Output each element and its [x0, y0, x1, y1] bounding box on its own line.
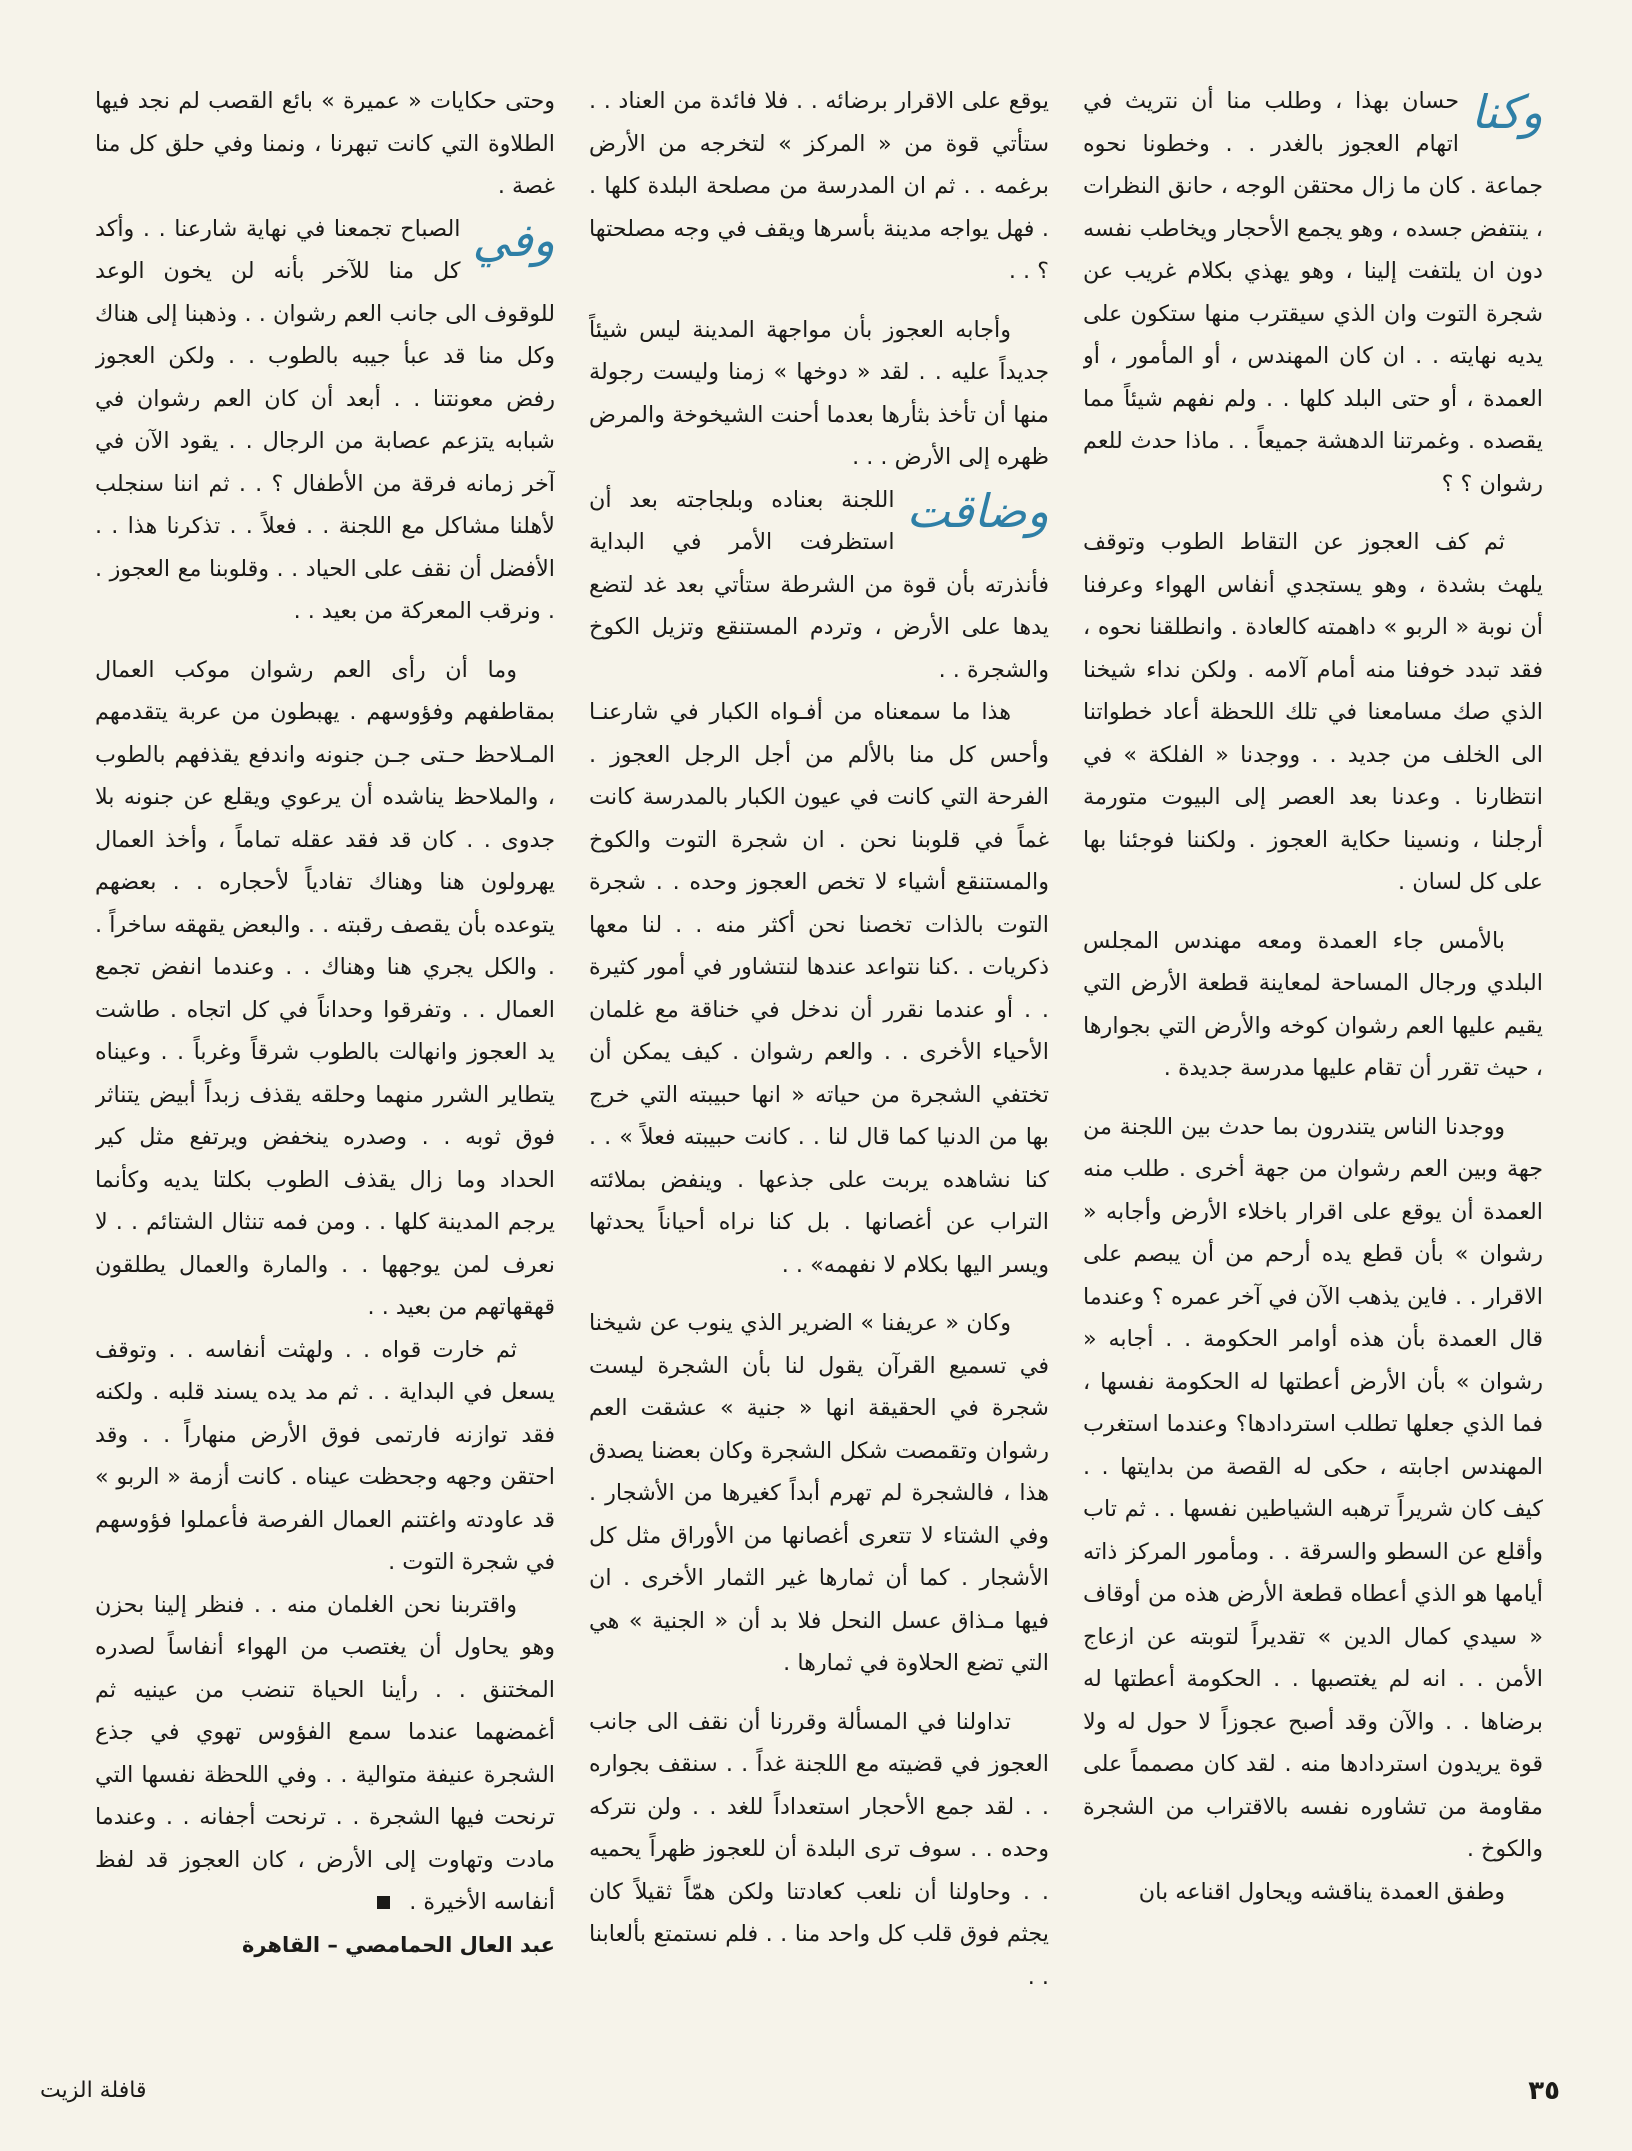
paragraph: وحتى حكايات « عميرة » بائع القصب لم نجد فيها الطلاوة التي كانت تبهرنا ، ونمنا وفي حلق كل منا غصة . — [95, 88, 555, 199]
paragraph: حسان بهذا ، وطلب منا أن نتريث في اتهام العجوز بالغدر . . وخطونا نحوه جماعة . كان ما زال محتقن الوجه ، حانق النظرات ، ينتفض جسده ، وهو يجمع الأحجار ويخاطب نفسه دون ان يلتفت إلينا ، وهو يهذي بكلام غريب عن شجرة التوت وان الذي سيقترب منها ستكون على يديه نهايته . . ان كان المهندس ، أو المأمور ، أو العمدة ، أو حتى البلد كلها . . ولم نفهم شيئاً مما يقصده . وغمرتنا الدهشة جميعاً . . ماذا حدث للعم رشوان ؟ ؟ — [1083, 88, 1543, 497]
paragraph: يوقع على الاقرار برضائه . . فلا فائدة من العناد . . ستأتي قوة من « المركز » لتخرجه من الأرض برغمه . . ثم ان المدرسة من مصلحة البلدة كلها . . فهل يواجه مدينة بأسرها ويقف في وجه مصلحتها ؟ . . — [589, 88, 1049, 284]
article-columns — [95, 80, 1543, 2045]
paragraph: واقتربنا نحن الغلمان منه . . فنظر إلينا بحزن وهو يحاول أن يغتصب من الهواء أنفاساً لصدره المختنق . . رأينا الحياة تنضب من عينيه ثم أغمضهما عندما سمع الفؤوس تهوي في جذع الشجرة عنيفة متوالية . . وفي اللحظة نفسها التي ترنحت فيها الشجرة . . ترنحت أجفانه . . وعندما مادت وتهاوت إلى الأرض ، كان العجوز قد لفظ أنفاسه الأخيرة . — [95, 1591, 555, 1915]
dropcap-block-3 — [95, 208, 555, 633]
dropcap-3: وفي — [472, 212, 555, 267]
dropcap-2: وضاقت — [906, 483, 1049, 538]
paragraph: وطفق العمدة يناقشه ويحاول اقناعه بان — [1138, 1878, 1505, 1905]
paragraph: هذا ما سمعناه من أفـواه الكبار في شارعنـا وأحس كل منا بالألم من أجل الرجل العجوز . الفرحة التي كانت في عيون الكبار بالمدرسة كانت غماً في قلوبنا نحن . ان شجرة التوت والكوخ والمستنقع أشياء لا تخص العجوز وحده . . شجرة التوت بالذات تخصنا نحن أكثر منه . . لنا معها ذكريات . .كنا نتواعد عندها لنتشاور في أمور كثيرة . . أو عندما نقرر أن ندخل في خناقة مع غلمان الأحياء الأخرى . . والعم رشوان . كيف يمكن أن تختفي الشجرة من حياته « انها حبيبته التي خرج بها من الدنيا كما قال لنا . . كانت حبيبته فعلاً » . . كنا نشاهده يربت على جذعها . وينفض بملائته التراب عن أغصانها . بل كنا نراه أحياناً يحدثها ويسر اليها بكلام لا نفهمه» . . — [589, 699, 1049, 1278]
column-left — [95, 80, 555, 2045]
paragraph: وكان « عريفنا » الضرير الذي ينوب عن شيخنا في تسميع القرآن يقول لنا بأن الشجرة ليست شجرة في الحقيقة انها « جنية » عشقت العم رشوان وتقمصت شكل الشجرة وكان بعضنا يصدق هذا ، فالشجرة لم تهرم أبداً كغيرها من الأشجار . وفي الشتاء لا تتعرى أغصانها من الأوراق مثل كل الأشجار . كما أن ثمارها غير الثمار الأخرى . ان فيها مـذاق عسل النحل فلا بد أن « الجنية » هي التي تضع الحلاوة في ثمارها . — [589, 1310, 1049, 1676]
page-number: ٣٥ — [1528, 2076, 1560, 2106]
author-signature: عبد العال الحمامصي – القاهرة — [241, 1932, 555, 1957]
dropcap-block-2 — [589, 479, 1049, 692]
paragraph: ثم كف العجوز عن التقاط الطوب وتوقف يلهث بشدة ، وهو يستجدي أنفاس الهواء وعرفنا أن نوبة « الربو » داهمته كالعادة . وانطلقنا نحوه ، فقد تبدد خوفنا منه أمام آلامه . ولكن نداء شيخنا الذي صك مسامعنا في تلك اللحظة أعاد خطواتنا الى الخلف من جديد . . ووجدنا « الفلكة » في انتظارنا . وعدنا بعد العصر إلى البيوت متورمة أرجلنا ، ونسينا حكاية العجوز . ولكننا فوجئنا بها على كل لسان . — [1083, 529, 1543, 895]
column-middle — [589, 80, 1049, 2045]
dropcap-1: وكنا — [1470, 85, 1543, 139]
paragraph: وما أن رأى العم رشوان موكب العمال بمقاطفهم وفؤوسهم . يهبطون من عربة يتقدمهم المـلاحظ حـتى جـن جنونه واندفع يقذفهم بالطوب ، والملاحظ يناشده أن يرعوي ويقلع عن جنونه بلا جدوى . . كان قد فقد عقله تماماً ، وأخذ العمال يهرولون هنا وهناك تفادياً لأحجاره . . بعضهم يتوعده بأن يقصف رقبته . . والبعض يقهقه ساخراً . . والكل يجري هنا وهناك . . وعندما انفض تجمع العمال . . وتفرقوا وحداناً في كل اتجاه . طاشت يد العجوز وانهالت بالطوب شرقاً وغرباً . . وعيناه يتطاير الشرر منهما وحلقه يقذف زبداً أبيض يتناثر فوق ثوبه . . وصدره ينخفض ويرتفع مثل كير الحداد وما زال يقذف الطوب بكلتا يديه وكأنما يرجم المدينة كلها . . ومن فمه تنثال الشتائم . . لا نعرف لمن يوجهها . . والمارة والعمال يطلقون قهقهاتهم من بعيد . . — [95, 656, 555, 1320]
dropcap-block-1 — [1083, 80, 1543, 505]
paragraph: اللجنة بعناده وبلجاجته بعد أن استظرفت الأمر في البداية فأنذرته بأن قوة من الشرطة ستأتي بعد غد لتضع يدها على الأرض ، وتردم المستنقع وتزيل الكوخ والشجرة . . — [589, 486, 1049, 683]
paragraph: تداولنا في المسألة وقررنا أن نقف الى جانب العجوز في قضيته مع اللجنة غداً . . سنقف بجواره . . لقد جمع الأحجار استعداداً للغد . . ولن نتركه وحده . . سوف ترى البلدة أن للعجوز ظهراً يحميه . . وحاولنا أن نلعب كعادتنا ولكن همّاً ثقيلاً كان يجثم فوق قلب كل واحد منا . . فلم نستمتع بألعابنا . . — [589, 1708, 1049, 1990]
paragraph: ثم خارت قواه . . ولهثت أنفاسه . . وتوقف يسعل في البداية . . ثم مد يده يسند قلبه . ولكنه فقد توازنه فارتمى فوق الأرض منهاراً . . وقد احتقن وجهه وجحظت عيناه . كانت أزمة « الربو » قد عاودته واغتنم العمال الفرصة فأعملوا فؤوسهم في شجرة التوت . — [95, 1336, 555, 1575]
magazine-name: قافلة الزيت — [40, 2078, 147, 2103]
paragraph: بالأمس جاء العمدة ومعه مهندس المجلس البلدي ورجال المساحة لمعاينة قطعة الأرض التي يقيم عليها العم رشوان كوخه والأرض التي بجوارها ، حيث تقرر أن تقام عليها مدرسة جديدة . — [1083, 927, 1543, 1081]
paragraph: وأجابه العجوز بأن مواجهة المدينة ليس شيئاً جديداً عليه . . لقد « دوخها » زمنا وليست رجولة منها أن تأخذ بثأرها بعدما أحنت الشيخوخة والمرض ظهره إلى الأرض . . . — [589, 316, 1049, 470]
paragraph: الصباح تجمعنا في نهاية شارعنا . . وأكد كل منا للآخر بأنه لن يخون الوعد للوقوف الى جانب العم رشوان . . وذهبنا إلى هناك وكل منا قد عبأ جيبه بالطوب . . ولكن العجوز رفض معونتنا . . أبعد أن كان العم رشوان في شبابه يتزعم عصابة من الرجال . . يقود الآن في آخر زمانه فرقة من الأطفال ؟ . . ثم اننا سنجلب لأهلنا مشاكل مع اللجنة . . فعلاً . . تذكرنا هذا . . الأفضل أن نقف على الحياد . . وقلوبنا مع العجوز . . ونرقب المعركة من بعيد . . — [95, 215, 555, 624]
end-of-article-mark — [377, 1896, 390, 1909]
paragraph: ووجدنا الناس يتندرون بما حدث بين اللجنة من جهة وبين العم رشوان من جهة أخرى . طلب منه العمدة أن يوقع على اقرار باخلاء الأرض وأجابه « رشوان » بأن قطع يده أرحم من أن يبصم على الاقرار . . فاين يذهب الآن في آخر عمره ؟ وعندما قال العمدة بأن هذه أوامر الحكومة . . أجابه « رشوان » بأن الأرض أعطتها له الحكومة نفسها ، فما الذي جعلها تطلب استردادها؟ وعندما استغرب المهندس اجابته ، حكى له القصة من بدايتها . . كيف كان شريراً ترهبه الشياطين نفسها . . ثم تاب وأقلع عن السطو والسرقة . . ومأمور المركز ذاته أيامها هو الذي أعطاه قطعة الأرض هذه من أوقاف « سيدي كمال الدين » تقديراً لتوبته عن ازعاج الأمن . . انه لم يغتصبها . . الحكومة أعطتها له برضاها . . والآن وقد أصبح عجوزاً لا حول له ولا قوة يريدون استردادها منه . لقد كان مصمماً على مقاومة من تشاوره نفسه بالاقتراب من الشجرة والكوخ . — [1083, 1113, 1543, 1862]
column-right — [1083, 80, 1543, 2045]
page-footer — [0, 2076, 1632, 2116]
